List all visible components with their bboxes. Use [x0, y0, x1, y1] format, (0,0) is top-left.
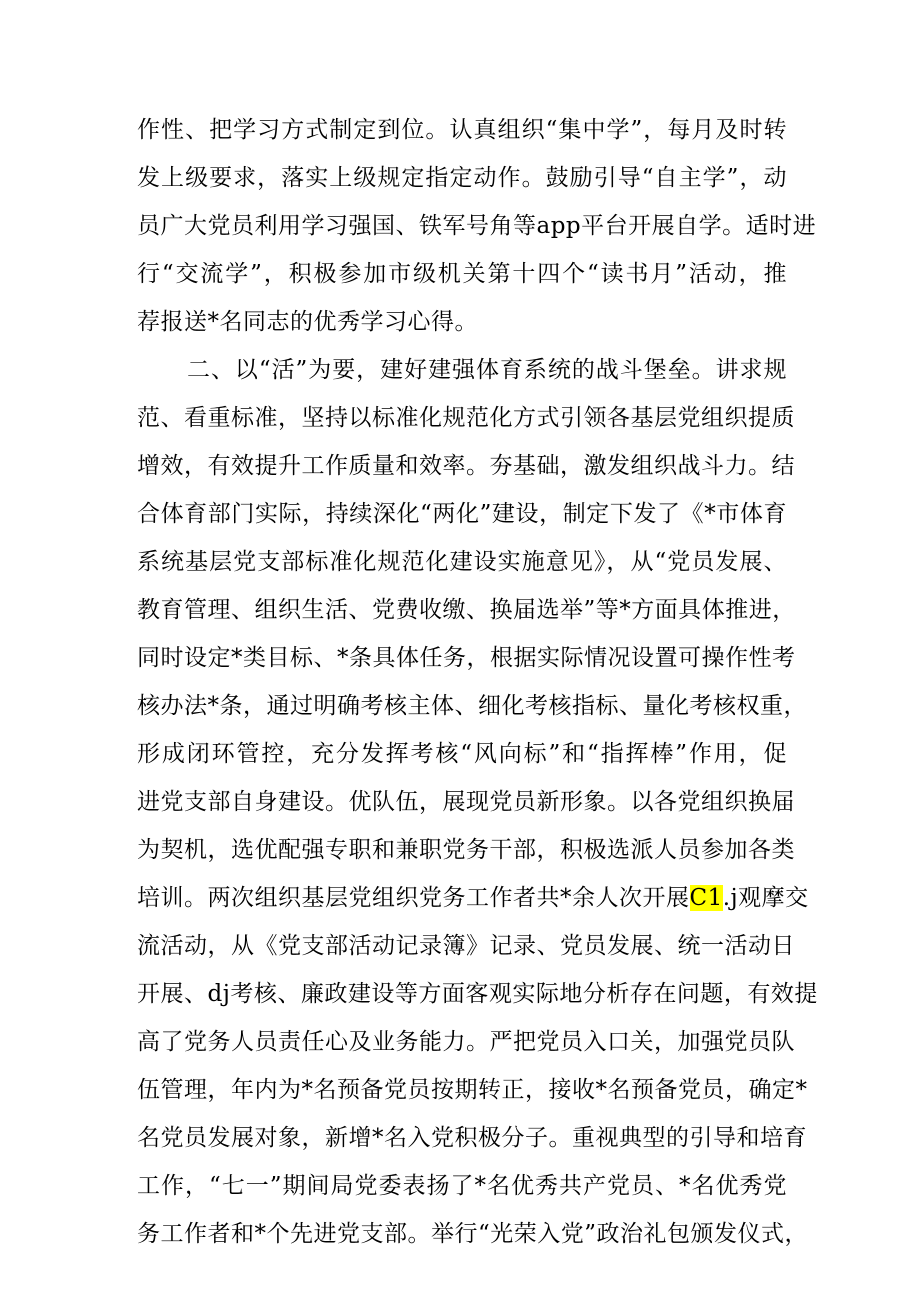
- paragraph-line: 开展、dj考核、廉政建设等方面客观实际地分析存在问题，有效提: [137, 981, 818, 1007]
- paragraph-line: 名党员发展对象，新增*名入党积极分子。重视典型的引导和培育: [137, 1125, 807, 1151]
- line-text: 培训。两次组织基层党组织党务工作者共*余人次开展: [137, 885, 690, 911]
- paragraph-line: [137, 878, 809, 918]
- line-text-continued: .j观摩交: [722, 885, 809, 911]
- paragraph-line: 员广大党员利用学习强国、铁军号角等app平台开展自学。适时进: [137, 213, 817, 239]
- paragraph-line: 教育管理、组织生活、党费收缴、换届选举”等*方面具体推进，: [137, 597, 796, 623]
- highlighted-text: C1: [689, 885, 723, 911]
- section-heading-line: 二、以“活”为要，建好建强体育系统的战斗堡垒。讲求规: [187, 357, 787, 383]
- paragraph-line: 发上级要求，落实上级规定指定动作。鼓励引导“自主学”，动: [137, 165, 787, 191]
- paragraph-line: 工作，“七一”期间局党委表扬了*名优秀共产党员、*名优秀党: [137, 1173, 787, 1199]
- paragraph-line: 伍管理，年内为*名预备党员按期转正，接收*名预备党员，确定*: [137, 1077, 808, 1103]
- paragraph-line: 行“交流学”，积极参加市级机关第十四个“读书月”活动，推: [137, 261, 787, 287]
- paragraph-line: 形成闭环管控，充分发挥考核“风向标”和“指挥棒”作用，促: [137, 741, 787, 767]
- paragraph-line: 务工作者和*个先进党支部。举行“光荣入党”政治礼包颁发仪式，: [137, 1221, 809, 1247]
- paragraph-line: 合体育部门实际，持续深化“两化”建设，制定下发了《*市体育: [137, 501, 787, 527]
- paragraph-line: 荐报送*名同志的优秀学习心得。: [137, 309, 478, 335]
- paragraph-line: 流活动，从《党支部活动记录簿》记录、党员发展、统一活动日: [137, 933, 795, 959]
- paragraph-line: 系统基层党支部标准化规范化建设实施意见》，从“党员发展、: [137, 549, 787, 575]
- paragraph-line: 增效，有效提升工作质量和效率。夯基础，激发组织战斗力。结: [137, 453, 795, 479]
- paragraph-line: 同时设定*类目标、*条具体任务，根据实际情况设置可操作性考: [137, 645, 796, 671]
- paragraph-line: 为契机，选优配强专职和兼职党务干部，积极选派人员参加各类: [137, 837, 795, 863]
- paragraph-line: 范、看重标准，坚持以标准化规范化方式引领各基层党组织提质: [137, 405, 795, 431]
- paragraph-line: 核办法*条，通过明确考核主体、细化考核指标、量化考核权重，: [137, 693, 807, 719]
- paragraph-line: 作性、把学习方式制定到位。认真组织“集中学”，每月及时转: [137, 117, 787, 143]
- paragraph-line: 高了党务人员责任心及业务能力。严把党员入口关，加强党员队: [137, 1029, 795, 1055]
- paragraph-line: 进党支部自身建设。优队伍，展现党员新形象。以各党组织换届: [137, 789, 795, 815]
